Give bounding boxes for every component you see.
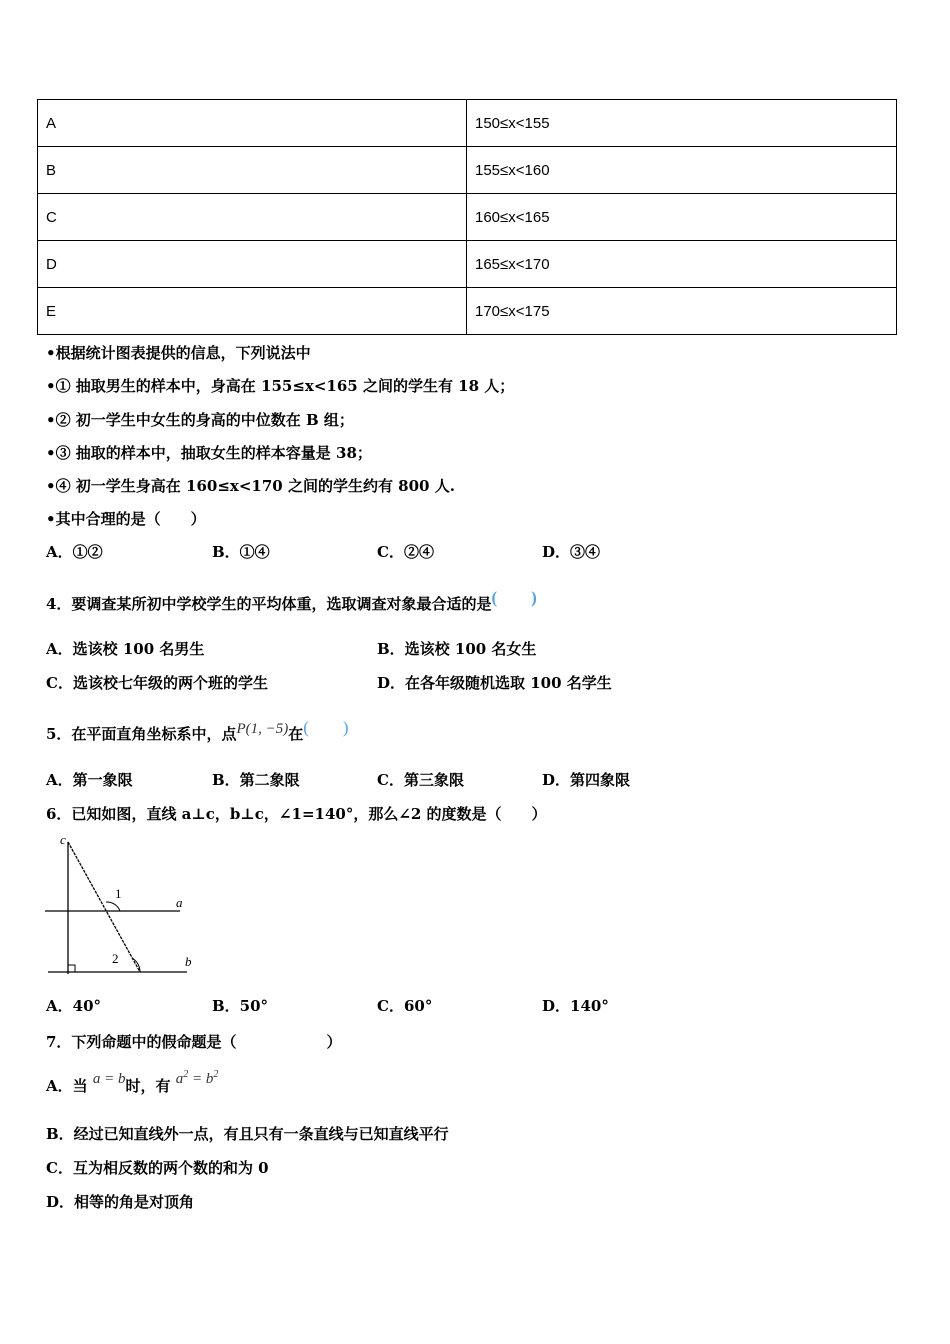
angle-1-arc — [106, 902, 120, 911]
table-row — [38, 147, 897, 194]
q5-answer-paren: ( ) — [303, 718, 349, 737]
q5-option-c[interactable]: C．第三象限 — [377, 771, 464, 789]
label-b: b — [185, 954, 192, 969]
q3-option-c[interactable]: C．②④ — [377, 543, 434, 561]
result-formula — [176, 1071, 219, 1087]
q3-question: •其中合理的是（ ） — [46, 510, 206, 528]
label-angle-1: 1 — [115, 886, 122, 901]
q3-statement-3: •③ 抽取的样本中，抽取女生的样本容量是 38； — [46, 444, 372, 462]
q7-option-d[interactable]: D．相等的角是对顶角 — [46, 1193, 195, 1211]
q4-stem — [46, 589, 537, 614]
q4-option-a[interactable]: A．选该校 100 名男生 — [46, 640, 205, 658]
q3-statement-1: •① 抽取男生的样本中，身高在 155≤x<165 之间的学生有 18 人； — [46, 377, 515, 395]
table-row — [38, 288, 897, 335]
result-exp-a: 2 — [183, 1069, 189, 1080]
group-cell: C — [38, 194, 467, 241]
transversal-line — [68, 842, 140, 972]
result-base-a: a — [175, 1071, 184, 1087]
group-cell: D — [38, 241, 467, 288]
q5-option-a[interactable]: A．第一象限 — [46, 771, 133, 789]
q3-option-d[interactable]: D．③④ — [542, 543, 601, 561]
q6-option-a[interactable]: A．40° — [46, 997, 102, 1015]
q5-stem — [46, 719, 349, 744]
point-p-formula: P(1, −5) — [236, 721, 289, 737]
q3-statement-2: •② 初一学生中女生的身高的中位数在 B 组； — [46, 411, 354, 429]
range-cell: 165≤x<170 — [467, 241, 897, 288]
q7-stem: 7．下列命题中的假命题是（ ） — [46, 1033, 342, 1051]
condition-formula: a = b — [92, 1071, 126, 1087]
label-angle-2: 2 — [112, 951, 119, 966]
range-cell: 150≤x<155 — [467, 100, 897, 147]
label-c: c — [60, 832, 66, 847]
group-cell: B — [38, 147, 467, 194]
q3-option-a[interactable]: A．①② — [46, 543, 103, 561]
q6-option-d[interactable]: D．140° — [542, 997, 609, 1015]
q6-stem: 6．已知如图，直线 a⊥c，b⊥c，∠1=140°，那么∠2 的度数是（ ） — [46, 805, 547, 823]
group-cell: A — [38, 100, 467, 147]
q7-option-c[interactable]: C．互为相反数的两个数的和为 0 — [46, 1159, 269, 1177]
result-base-b: = b — [188, 1071, 214, 1087]
q4-stem-text: 4．要调查某所初中学校学生的平均体重，选取调查对象最合适的是 — [46, 595, 492, 613]
q3-intro: •根据统计图表提供的信息，下列说法中 — [46, 344, 311, 362]
table-row — [38, 194, 897, 241]
q5-stem-text: 5．在平面直角坐标系中，点 — [46, 725, 237, 743]
result-exp-b: 2 — [213, 1069, 219, 1080]
q7-option-a-mid: 时，有 — [125, 1077, 171, 1095]
parallel-lines-figure — [40, 828, 210, 978]
q3-statement-4: •④ 初一学生身高在 160≤x<170 之间的学生约有 800 人. — [46, 477, 455, 495]
q6-option-b[interactable]: B．50° — [212, 997, 269, 1015]
q5-stem-tail: 在 — [288, 725, 304, 743]
q4-answer-paren: ( ) — [491, 588, 537, 607]
range-cell: 170≤x<175 — [467, 288, 897, 335]
range-cell: 155≤x<160 — [467, 147, 897, 194]
q4-option-c[interactable]: C．选该校七年级的两个班的学生 — [46, 674, 268, 692]
q7-option-b[interactable]: B．经过已知直线外一点，有且只有一条直线与已知直线平行 — [46, 1125, 449, 1143]
height-group-table — [37, 99, 897, 335]
q6-option-c[interactable]: C．60° — [377, 997, 433, 1015]
label-a: a — [176, 895, 183, 910]
q3-option-b[interactable]: B．①④ — [212, 543, 270, 561]
q7-option-a[interactable] — [46, 1069, 219, 1096]
q5-option-b[interactable]: B．第二象限 — [212, 771, 300, 789]
range-cell: 160≤x<165 — [467, 194, 897, 241]
q4-option-b[interactable]: B．选该校 100 名女生 — [377, 640, 537, 658]
q4-option-d[interactable]: D．在各年级随机选取 100 名学生 — [377, 674, 612, 692]
q5-option-d[interactable]: D．第四象限 — [542, 771, 631, 789]
table-row — [38, 241, 897, 288]
q7-option-a-prefix: A．当 — [46, 1077, 88, 1095]
table-row — [38, 100, 897, 147]
right-angle-mark — [68, 965, 75, 972]
group-cell: E — [38, 288, 467, 335]
